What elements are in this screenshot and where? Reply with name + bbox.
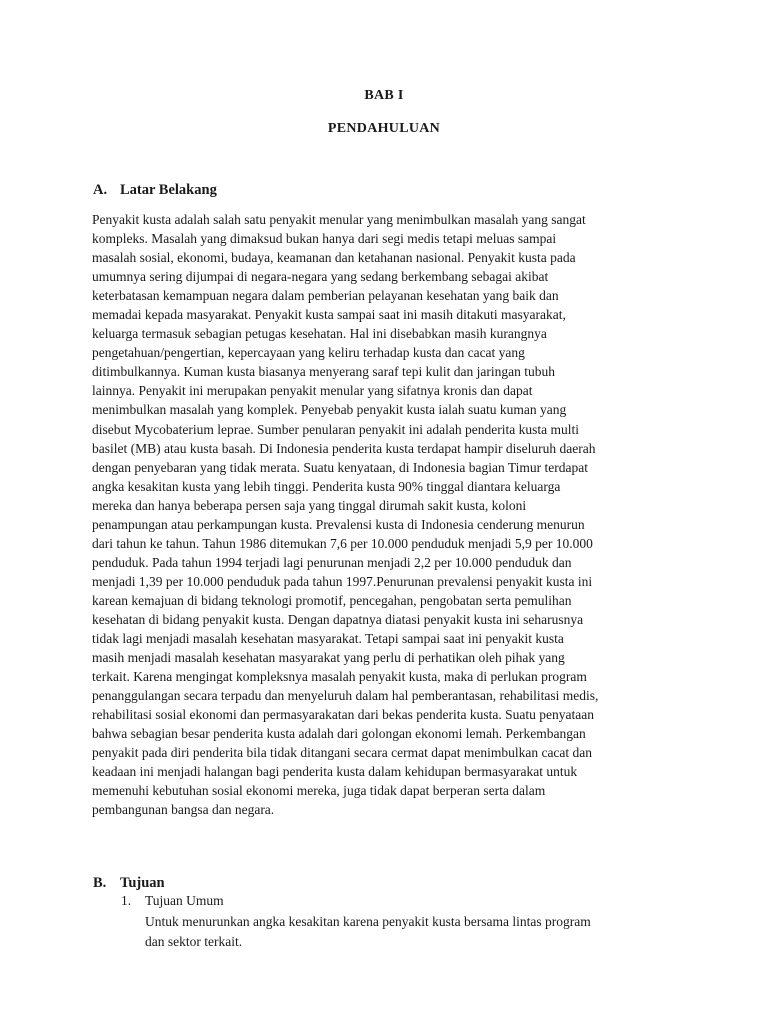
paragraph-line: ditimbulkannya. Kuman kusta biasanya menyerang saraf tepi kulit dan jaringan tubuh [92, 364, 556, 380]
chapter-number: BAB I [364, 88, 404, 103]
paragraph-line: terkait. Karena mengingat kompleksnya masalah penyakit kusta, maka di perlukan program [92, 669, 587, 685]
paragraph-line: lainnya. Penyakit ini merupakan penyakit menular yang sifatnya kronis dan dapat [92, 383, 533, 399]
paragraph-line: masalah sosial, ekonomi, budaya, keamanan dan ketahanan nasional. Penyakit kusta pada [92, 250, 576, 266]
paragraph-line: menjadi 1,39 per 10.000 penduduk pada tahun 1997.Penurunan prevalensi penyakit kusta ini [92, 573, 593, 589]
paragraph-line: keterbatasan kemampuan negara dalam pemberian pelayanan kesehatan yang baik dan [92, 288, 559, 304]
paragraph-line: memadai kepada masyarakat. Penyakit kusta sampai saat ini masih ditakuti masyarakat, [92, 307, 566, 323]
paragraph-line: dari tahun ke tahun. Tahun 1986 ditemukan 7,6 per 10.000 penduduk menjadi 5,9 per 10.000 [92, 535, 593, 551]
paragraph-line: Untuk menurunkan angka kesakitan karena penyakit kusta bersama lintas program [145, 914, 591, 929]
paragraph-line: keadaan ini menjadi halangan bagi penderita kusta dalam kehidupan bermasyarakat untuk [92, 764, 578, 780]
paragraph-line: bahwa sebagian besar penderita kusta adalah dari golongan ekonomi lemah. Perkembangan [92, 726, 586, 742]
paragraph-line: keluarga termasuk sebagian petugas kesehatan. Hal ini disebabkan masih kurangnya [92, 326, 547, 342]
paragraph-line: dengan penyebaran yang tidak merata. Suatu kenyataan, di Indonesia bagian Timur terdapat [92, 459, 588, 475]
paragraph-line: Penyakit kusta adalah salah satu penyakit menular yang menimbulkan masalah yang sangat [92, 212, 586, 227]
section-a-heading [93, 182, 217, 199]
paragraph-line: tidak lagi menjadi masalah kesehatan masyarakat. Tetapi sampai saat ini penyakit kusta [92, 631, 564, 647]
paragraph-line: dan sektor terkait. [145, 933, 243, 949]
section-a-paragraph [92, 210, 678, 820]
paragraph-line: pembangunan bangsa dan negara. [92, 802, 275, 818]
list-item-title: Tujuan Umum [145, 893, 224, 908]
paragraph-line: penyakit pada diri penderita bila tidak ditangani secara cermat dapat menimbulkan cacat dan [92, 745, 593, 761]
list-item-number: 1. [121, 893, 132, 908]
chapter-title: PENDAHULUAN [327, 121, 441, 136]
paragraph-line: penanggulangan secara terpadu dan menyeluruh dalam hal pemberantasan, rehabilitasi medis, [92, 688, 599, 704]
paragraph-line: penampungan atau perkampungan kusta. Prevalensi kusta di Indonesia cenderung menurun [92, 516, 585, 532]
paragraph-line: kompleks. Masalah yang dimaksud bukan hanya dari segi medis tetapi meluas sampai [92, 231, 557, 247]
paragraph-line: mereka dan hanya beberapa persen saja yang tinggal dirumah sakit kusta, koloni [92, 497, 527, 513]
section-b-heading [93, 875, 165, 892]
paragraph-line: menimbulkan masalah yang komplek. Penyebab penyakit kusta ialah suatu kuman yang [92, 402, 567, 418]
paragraph-line: penduduk. Pada tahun 1994 terjadi lagi penurunan menjadi 2,2 per 10.000 penduduk dan [92, 554, 572, 570]
paragraph-line: masih menjadi masalah kesehatan masyarakat yang perlu di perhatikan oleh pihak yang [92, 650, 565, 666]
section-b-title: Tujuan [120, 875, 165, 891]
paragraph-line: kesehatan di bidang penyakit kusta. Dengan dapatnya diatasi penyakit kusta ini seharusnya [92, 611, 584, 627]
list-item-tujuan-umum [121, 893, 224, 909]
paragraph-line: karean kemajuan di bidang teknologi promotif, pencegahan, pengobatan serta pemulihan [92, 592, 572, 608]
paragraph-line: disebut Mycobaterium leprae. Sumber penularan penyakit ini adalah penderita kusta multi [92, 421, 579, 437]
paragraph-line: umumnya sering dijumpai di negara-negara yang sedang berkembang sebagai akibat [92, 269, 549, 285]
paragraph-line: basilet (MB) atau kusta basah. Di Indonesia penderita kusta terdapat hampir diseluruh daerah [92, 440, 596, 456]
section-a-title: Latar Belakang [120, 182, 217, 198]
list-item-body [145, 912, 685, 951]
section-a-letter: A. [93, 182, 108, 198]
section-b-letter: B. [93, 875, 107, 891]
paragraph-line: pengetahuan/pengertian, kepercayaan yang keliru terhadap kusta dan cacat yang [92, 345, 525, 361]
paragraph-line: angka kesakitan kusta yang lebih tinggi. Penderita kusta 90% tinggal diantara keluarga [92, 478, 561, 494]
paragraph-line: memenuhi kebutuhan sosial ekonomi mereka, juga tidak dapat berperan serta dalam [92, 783, 546, 799]
paragraph-line: rehabilitasi sosial ekonomi dan permasyarakatan dari bekas penderita kusta. Suatu penyataan [92, 707, 594, 723]
